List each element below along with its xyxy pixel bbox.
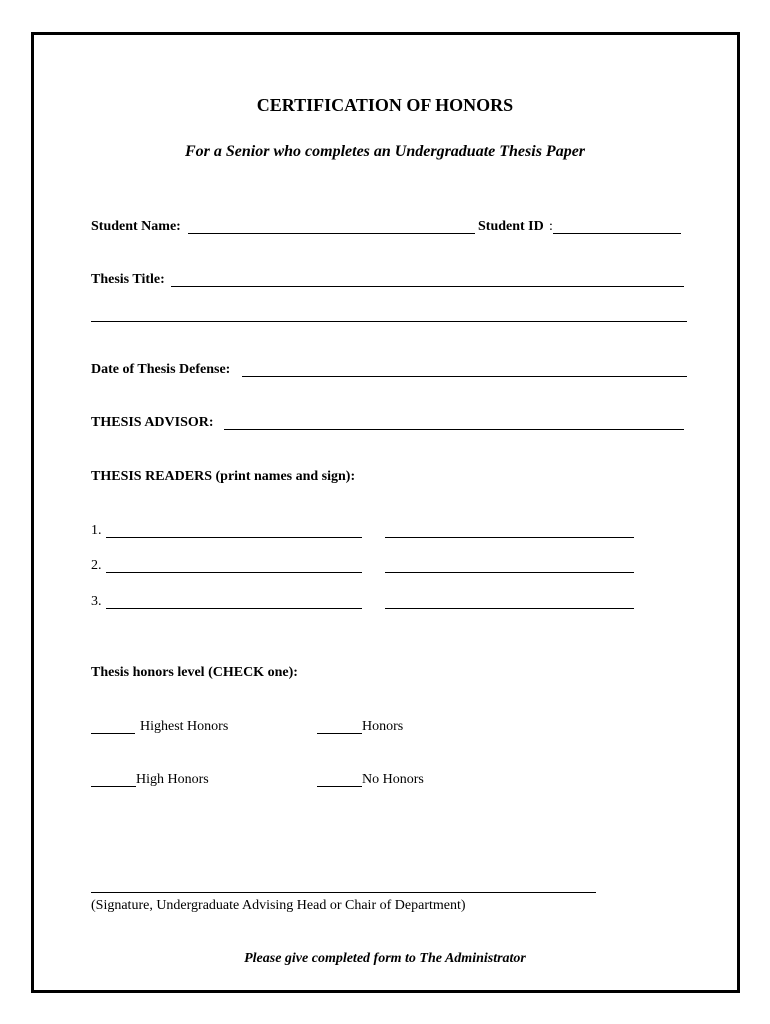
signature-line[interactable] xyxy=(91,892,596,893)
footer-note: Please give completed form to The Administrator xyxy=(244,951,526,966)
high-honors-label: High Honors xyxy=(136,772,209,787)
reader-number: 1. xyxy=(91,523,102,538)
no-honors-checkline[interactable] xyxy=(317,786,362,787)
reader-number: 3. xyxy=(91,594,102,609)
thesis-title-field[interactable] xyxy=(171,286,684,287)
form-subtitle: For a Senior who completes an Undergraduate Thesis Paper xyxy=(184,143,586,160)
highest-honors-label: Highest Honors xyxy=(140,719,229,734)
readers-label: THESIS READERS (print names and sign): xyxy=(91,469,356,484)
reader-number: 2. xyxy=(91,558,102,573)
reader-2-signature-field[interactable] xyxy=(385,572,634,573)
honors-checkline[interactable] xyxy=(317,733,362,734)
defense-date-label: Date of Thesis Defense: xyxy=(91,362,231,377)
page-border xyxy=(31,32,740,993)
reader-1-signature-field[interactable] xyxy=(385,537,634,538)
highest-honors-checkline[interactable] xyxy=(91,733,135,734)
student-name-field[interactable] xyxy=(188,233,475,234)
reader-1-name-field[interactable] xyxy=(106,537,362,538)
form-title: CERTIFICATION OF HONORS xyxy=(256,95,514,115)
thesis-title-label: Thesis Title: xyxy=(91,272,165,287)
student-id-field[interactable] xyxy=(553,233,681,234)
reader-3-signature-field[interactable] xyxy=(385,608,634,609)
honors-heading: Thesis honors level (CHECK one): xyxy=(91,665,298,680)
reader-3-name-field[interactable] xyxy=(106,608,362,609)
high-honors-checkline[interactable] xyxy=(91,786,136,787)
no-honors-label: No Honors xyxy=(362,772,424,787)
advisor-field[interactable] xyxy=(224,429,684,430)
signature-caption: (Signature, Undergraduate Advising Head or Chair of Department) xyxy=(91,898,466,913)
student-name-label: Student Name: xyxy=(91,219,181,234)
student-id-colon: : xyxy=(549,219,553,234)
honors-label: Honors xyxy=(362,719,404,734)
reader-2-name-field[interactable] xyxy=(106,572,362,573)
advisor-label: THESIS ADVISOR: xyxy=(91,415,214,430)
defense-date-field[interactable] xyxy=(242,376,687,377)
thesis-title-field-line-2[interactable] xyxy=(91,321,687,322)
student-id-label: Student ID xyxy=(478,219,544,234)
